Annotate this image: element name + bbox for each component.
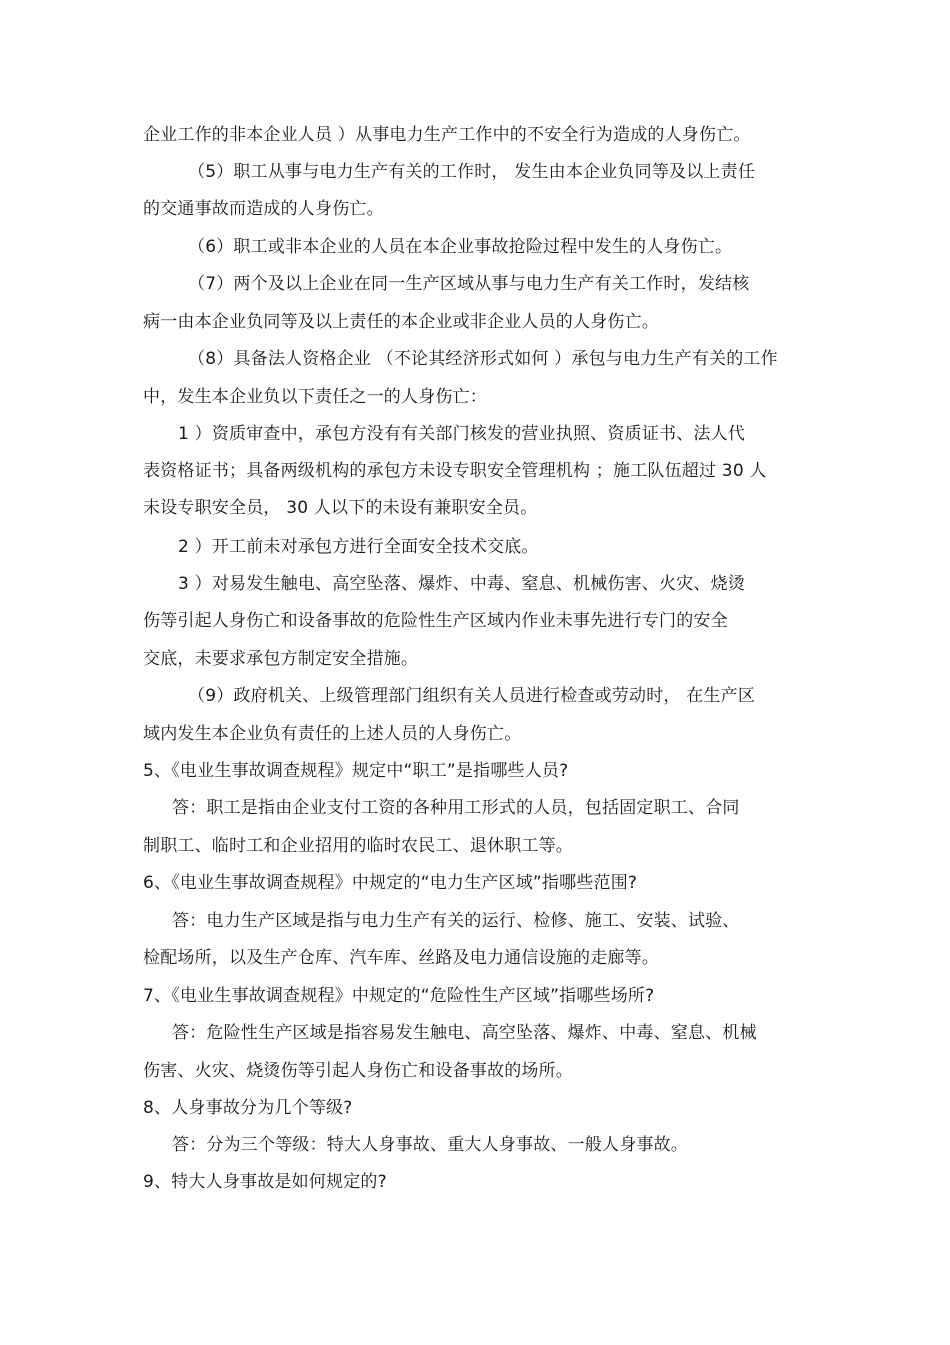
question-heading: 8、人身事故分为几个等级? xyxy=(143,1098,353,1118)
answer-text: 检配场所，以及生产仓库、汽车库、丝路及电力通信设施的走廊等。 xyxy=(143,948,659,968)
text-line: 企业工作的非本企业人员 ）从事电力生产工作中的不安全行为造成的人身伤亡。 xyxy=(143,125,751,145)
text-line: （8）具备法人资格企业 （不论其经济形式如何 ）承包与电力生产有关的工作 xyxy=(188,349,778,369)
text-line: 中，发生本企业负以下责任之一的人身伤亡： xyxy=(143,387,487,407)
text-line: 交底，未要求承包方制定安全措施。 xyxy=(143,649,419,669)
answer-text: 答：职工是指由企业支付工资的各种用工形式的人员，包括固定职工、合同 xyxy=(172,798,740,818)
text-line: 3 ）对易发生触电、高空坠落、爆炸、中毒、窒息、机械伤害、火灾、烧烫 xyxy=(178,574,746,594)
text-line: 伤等引起人身伤亡和设备事故的危险性生产区域内作业未事先进行专门的安全 xyxy=(143,611,728,631)
text-line: 未设专职安全员， 30 人以下的未设有兼职安全员。 xyxy=(143,498,538,518)
text-line: （7）两个及以上企业在同一生产区域从事与电力生产有关工作时，发结核 xyxy=(188,274,750,294)
text-line: 2 ）开工前未对承包方进行全面安全技术交底。 xyxy=(178,537,539,557)
answer-text: 答：危险性生产区域是指容易发生触电、高空坠落、爆炸、中毒、窒息、机械 xyxy=(172,1023,757,1043)
text-line: （9）政府机关、上级管理部门组织有关人员进行检查或劳动时， 在生产区 xyxy=(188,686,756,706)
answer-text: 制职工、临时工和企业招用的临时农民工、退休职工等。 xyxy=(143,836,573,856)
question-heading: 5、《电业生事故调查规程》规定中“职工”是指哪些人员? xyxy=(143,761,569,781)
text-line: 1 ）资质审查中，承包方没有有关部门核发的营业执照、资质证书、法人代 xyxy=(178,424,746,444)
answer-text: 答：电力生产区域是指与电力生产有关的运行、检修、施工、安装、试验、 xyxy=(172,911,740,931)
text-line: 的交通事故而造成的人身伤亡。 xyxy=(143,199,384,219)
text-line: 表资格证书；具备两级机构的承包方未设专职安全管理机构 ；施工队伍超过 30 人 xyxy=(143,461,767,481)
text-line: 病一由本企业负同等及以上责任的本企业或非企业人员的人身伤亡。 xyxy=(143,312,659,332)
question-heading: 9、特大人身事故是如何规定的? xyxy=(143,1172,387,1192)
question-heading: 6、《电业生事故调查规程》中规定的“电力生产区域”指哪些范围? xyxy=(143,873,638,893)
text-line: （5）职工从事与电力生产有关的工作时， 发生由本企业负同等及以上责任 xyxy=(188,162,756,182)
answer-text: 伤害、火灾、烧烫伤等引起人身伤亡和设备事故的场所。 xyxy=(143,1061,573,1081)
text-line: （6）职工或非本企业的人员在本企业事故抢险过程中发生的人身伤亡。 xyxy=(188,237,733,257)
text-line: 域内发生本企业负有责任的上述人员的人身伤亡。 xyxy=(143,724,522,744)
answer-text: 答：分为三个等级：特大人身事故、重大人身事故、一般人身事故。 xyxy=(172,1135,688,1155)
question-heading: 7、《电业生事故调查规程》中规定的“危险性生产区域”指哪些场所? xyxy=(143,986,655,1006)
